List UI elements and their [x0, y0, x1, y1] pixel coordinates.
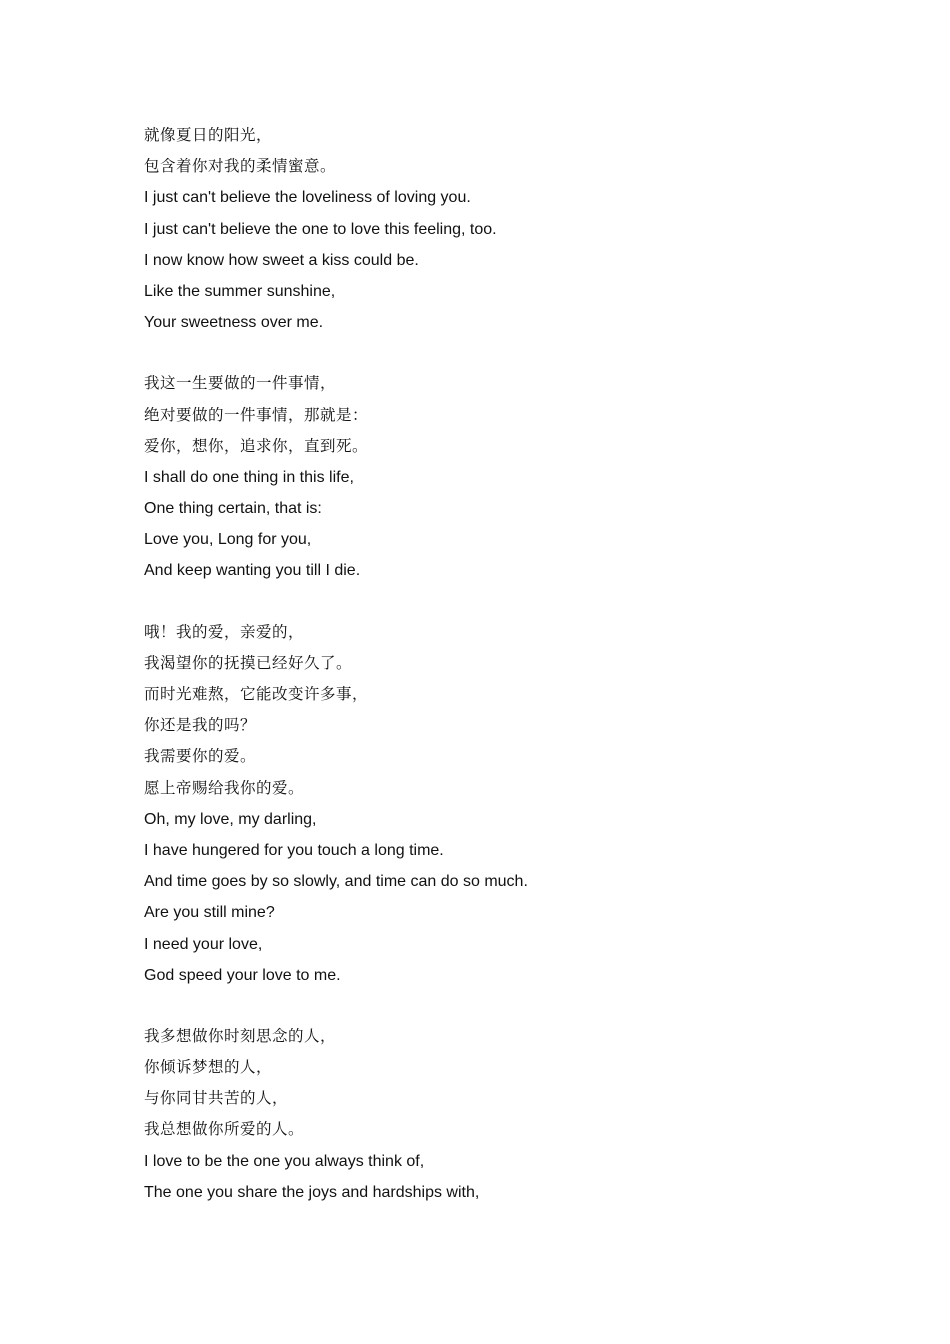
chinese-line: 就像夏日的阳光，	[144, 126, 273, 144]
english-line: I now know how sweet a kiss could be.	[144, 251, 419, 269]
poem-text	[144, 120, 904, 1238]
chinese-line: 我渴望你的抚摸已经好久了。	[144, 653, 353, 672]
chinese-line: 我这一生要做的一件事情，	[144, 374, 337, 393]
english-line: I love to be the one you always think of,	[144, 1152, 425, 1170]
english-line: Love you, Long for you,	[144, 531, 312, 549]
english-line: Oh, my love, my darling,	[144, 810, 317, 828]
chinese-line: 绝对要做的一件事情，那就是：	[144, 405, 369, 424]
chinese-line: 我总想做你所爱的人。	[144, 1120, 305, 1139]
english-line: And time goes by so slowly, and time can do so much.	[144, 873, 528, 891]
chinese-line: 与你同甘共苦的人，	[144, 1089, 289, 1108]
stanza	[144, 120, 904, 338]
english-line: I just can't believe the loveliness of loving you.	[144, 189, 471, 207]
english-line: I shall do one thing in this life,	[144, 468, 354, 486]
english-line: I have hungered for you touch a long time.	[144, 841, 444, 859]
chinese-line: 爱你，想你，追求你，直到死。	[144, 436, 369, 455]
chinese-line: 包含着你对我的柔情蜜意。	[144, 157, 337, 176]
stanza	[144, 617, 904, 991]
english-line: One thing certain, that is:	[144, 500, 322, 518]
chinese-line: 我多想做你时刻思念的人，	[144, 1026, 337, 1045]
chinese-line: 而时光难熬，它能改变许多事，	[144, 685, 369, 703]
english-line: Your sweetness over me.	[144, 314, 324, 332]
chinese-line: 我需要你的爱。	[144, 747, 257, 766]
english-line: Are you still mine?	[144, 904, 275, 922]
english-line: And keep wanting you till I die.	[144, 562, 361, 580]
chinese-line: 哦！我的爱，亲爱的，	[144, 622, 305, 641]
chinese-line: 你还是我的吗？	[144, 716, 257, 735]
chinese-line: 愿上帝赐给我你的爱。	[144, 778, 305, 797]
stanza	[144, 368, 904, 586]
chinese-line: 你倾诉梦想的人，	[144, 1058, 273, 1077]
english-line: Like the summer sunshine,	[144, 282, 336, 300]
english-line: I need your love,	[144, 935, 263, 953]
stanza	[144, 1021, 904, 1208]
english-line: I just can't believe the one to love this feeling, too.	[144, 220, 497, 238]
english-line: God speed your love to me.	[144, 966, 341, 984]
english-line: The one you share the joys and hardships with,	[144, 1183, 480, 1201]
